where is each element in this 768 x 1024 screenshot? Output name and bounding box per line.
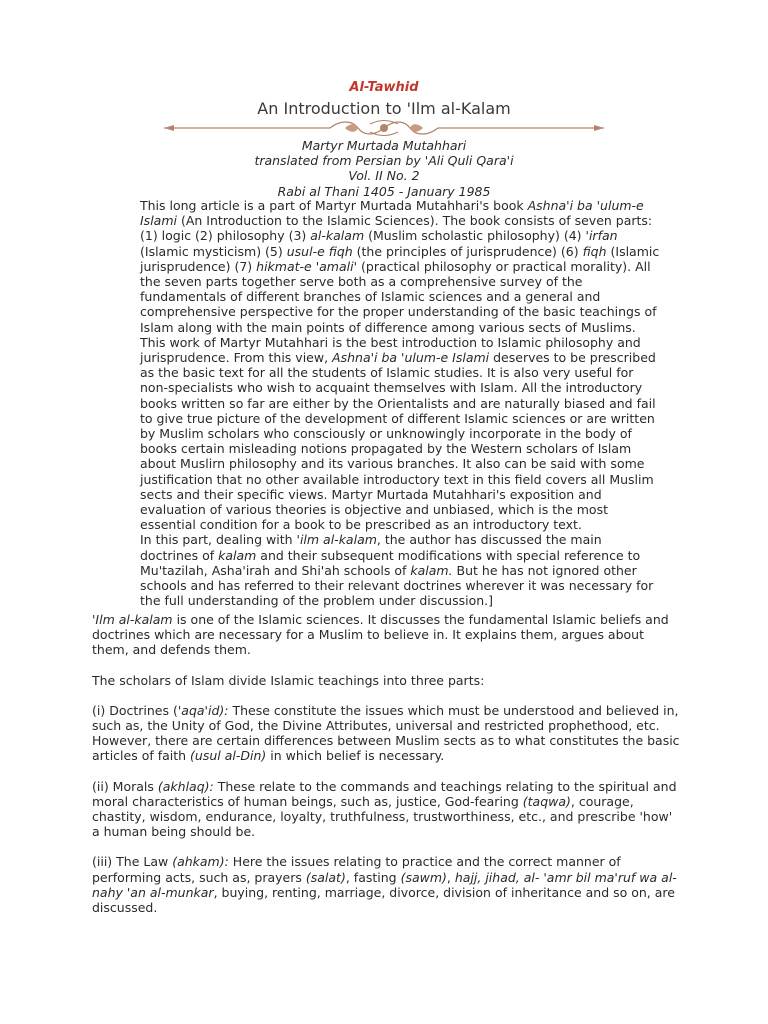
date-line: Rabi al Thani 1405 - January 1985 xyxy=(277,183,491,199)
ornamental-divider-icon xyxy=(160,118,608,138)
italic-term: hajj, jihad, al- 'amr bil ma'ruf wa al-nahy 'an al-munkar xyxy=(92,869,677,900)
italic-term: (ahkam): xyxy=(172,854,229,870)
italic-term: 'irfan xyxy=(585,228,618,244)
italic-term: 'Ilm al-kalam xyxy=(92,612,173,627)
italic-term: 'aqa'id): xyxy=(177,702,229,718)
main-text xyxy=(92,612,682,930)
italic-term: al-kalam xyxy=(310,228,365,244)
italic-term: hikmat-e 'amali' xyxy=(256,258,358,274)
intro-paragraph-1: This long article is a part of Martyr Murtada Mutahhari's book Ashna'i ba 'ulum-e Islami (An Introduction to the Islamic Sciences). The book consists of seven parts: (1) logic (2) philosophy (3) al-kalam (Muslim scholastic philosophy) (4) 'irfan (Islamic mysticism) (5) usul-e fiqh (the principles of jurisprudence) (6) fiqh (Islamic jurisprudence) (7) hikmat-e 'amali' (practical philosophy or practical morality). All the seven parts together serve both as a comprehensive survey of the fundamentals of different branches of Islamic sciences and a general and comprehensive perspective for the proper understanding of the basic teachings of Islam along with the main points of difference among various sects of Muslims. This work of Martyr Mutahhari is the best introduction to Islamic philosophy and jurisprudence. From this view, Ashna'i ba 'ulum-e Islami deserves to be prescribed as the basic text for all the students of Islamic studies. It is also very useful for non-specialists who wish to acquaint themselves with Islam. All the introductory books written so far are either by the Orientalists and are naturally biased and fail to give true picture of the development of different Islamic sciences or are written by Muslim scholars who consciously or unknowingly incorporate in the body of books certain misleading notions propagated by the Western scholars of Islam about Muslirn philosophy and its various branches. It also can be said with some justification that no other available introductory text in this field covers all Muslim sects and their specific views. Martyr Murtada Mutahhari's exposition and evaluation of various theories is objective and unbiased, which is the most essential condition for a book to be prescribed as an introductory text. xyxy=(140,198,660,533)
body-paragraph-law: (iii) The Law (ahkam): Here the issues relating to practice and the correct manner of performing acts, such as, prayers (salat), fasting (sawm), hajj, jihad, al- 'amr bil ma'ruf wa al-nahy 'an al-munkar, buying, renting, marriage, divorce, division of inheritance and so on, are discussed. xyxy=(92,854,677,916)
page-title: Al-Tawhid xyxy=(349,80,419,95)
volume-line: Vol. II No. 2 xyxy=(348,168,420,184)
body-paragraph-1: 'Ilm al-kalam is one of the Islamic sciences. It discusses the fundamental Islamic beliefs and doctrines which are necessary for a Muslim to believe in. It explains them, argues about them, and defends them. xyxy=(92,612,669,658)
italic-term: Ashna'i ba 'ulum-e Islami xyxy=(332,350,490,366)
italic-term: (salat) xyxy=(305,869,346,885)
italic-term: usul-e fiqh xyxy=(286,243,353,259)
body-paragraph-2: The scholars of Islam divide Islamic teachings into three parts: xyxy=(92,672,485,688)
italic-term: (akhlaq): xyxy=(157,778,214,794)
translator-line: translated from Persian by 'Ali Quli Qara'i xyxy=(254,153,514,169)
italic-term: (sawm) xyxy=(400,869,447,885)
italic-term: fiqh xyxy=(582,243,607,259)
article-meta xyxy=(0,138,768,199)
italic-term: Ashna'i ba 'ulum-e Islami xyxy=(140,198,644,229)
body-paragraph-morals: (ii) Morals (akhlaq): These relate to the commands and teachings relating to the spiritual and moral characteristics of human beings, such as, justice, God-fearing (taqwa), courage, chastity, wisdom, endurance, loyalty, truthfulness, trustworthiness, etc., and prescribe 'how' a human being should be. xyxy=(92,778,677,840)
italic-term: 'ilm al-kalam xyxy=(296,532,377,548)
author-line: Martyr Murtada Mutahhari xyxy=(301,138,467,153)
italic-term: kalam. xyxy=(410,562,453,578)
editor-introduction xyxy=(140,198,660,608)
italic-term: kalam xyxy=(218,547,257,563)
italic-term: (usul al-Din) xyxy=(190,748,267,764)
body-paragraph-doctrines: (i) Doctrines ('aqa'id): These constitute the issues which must be understood and believed in, such as, the Unity of God, the Divine Attributes, universal and restricted prophethood, etc. However, there are certain differences between Muslim sects as to what constitutes the basic articles of faith (usul al-Din) in which belief is necessary. xyxy=(92,702,680,764)
italic-term: (taqwa) xyxy=(522,793,571,809)
page-subtitle: An Introduction to 'Ilm al-Kalam xyxy=(257,99,511,118)
intro-paragraph-2: In this part, dealing with 'ilm al-kalam, the author has discussed the main doctrines of kalam and their subsequent modifications with special reference to Mu'tazilah, Asha'irah and Shi'ah schools of kalam. But he has not ignored other schools and has referred to their relevant doctrines wherever it was necessary for the full understanding of the problem under discussion.] xyxy=(140,532,654,609)
